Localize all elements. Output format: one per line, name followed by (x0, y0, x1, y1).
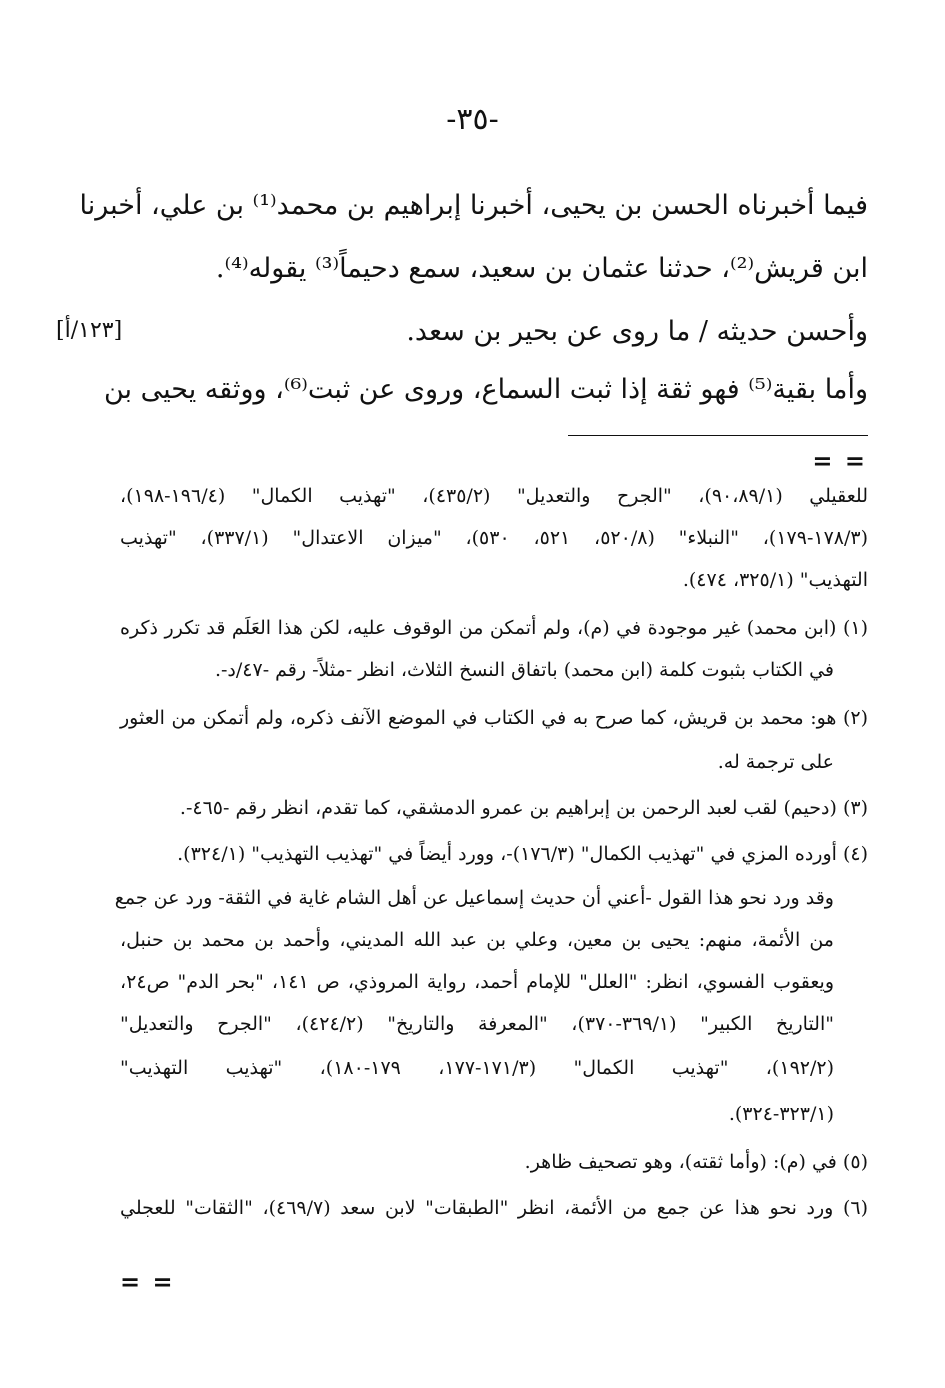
footnote-line: (٣) (دحيم) لقب لعبد الرحمن بن إبراهيم بن عمرو الدمشقي، كما تقدم، انظر رقم -٤٦٥-. (179, 797, 868, 819)
footnote-line: ويعقوب الفسوي، انظر: "العلل" للإمام أحمد، رواية المروذي، ص ١٤١، "بحر الدم" ص٢٤، (120, 971, 834, 993)
footnote-line: في الكتاب بثبوت كلمة (ابن محمد) باتفاق النسخ الثلاث، انظر -مثلاً- رقم -٤٧/د-. (214, 659, 834, 681)
footnote-separator-rule (568, 435, 868, 436)
footnote-line: (٦) ورد نحو هذا عن جمع من الأئمة، انظر "الطبقات" لابن سعد (٤٦٩/٧)، "الثقات" للعجلي (120, 1197, 869, 1219)
page-number: -٣٥- (446, 102, 499, 137)
footnote-line: (٤) أورده المزي في "تهذيب الكمال" (١٧٦/٣)-، وورد أيضاً في "تهذيب التهذيب" (٣٢٤/١). (177, 843, 868, 865)
footnote-line: (٥) في (م): (وأما ثقته)، وهو تصحيف ظاهر. (524, 1151, 868, 1173)
footnote-line: للعقيلي (٩٠،٨٩/١)، "الجرح والتعديل" (٤٣٥/٢)، "تهذيب الكمال" (١٩٦/٤-١٩٨)، (120, 485, 868, 507)
footnote-line: على ترجمة له. (717, 751, 834, 773)
main-text-line: وأما بقية⁽⁵⁾ فهو ثقة إذا ثبت السماع، وروى عن ثبت⁽⁶⁾، ووثقه يحيى بن (103, 374, 868, 405)
continuation-mark-top: = = (812, 446, 867, 475)
continuation-mark-bottom: = = (120, 1267, 175, 1296)
footnote-line: (١٧٨/٣-١٧٩)، "النبلاء" (٥٢٠/٨، ٥٢١، ٥٣٠)، "ميزان الاعتدال" (٣٣٧/١)، "تهذيب (120, 527, 869, 549)
footnote-line: "التاريخ الكبير" (٣٦٩/١-٣٧٠)، "المعرفة والتاريخ" (٤٢٤/٢)، "الجرح والتعديل" (120, 1013, 834, 1035)
footnote-line: التهذيب" (٣٢٥/١، ٤٧٤). (682, 569, 868, 591)
footnote-line: (٣٢٣/١-٣٢٤). (728, 1103, 834, 1125)
main-text-line: فيما أخبرناه الحسن بن يحيى، أخبرنا إبراهيم بن محمد⁽¹⁾ بن علي، أخبرنا (79, 190, 868, 221)
footnote-line: من الأئمة، منهم: يحيى بن معين، وعلي بن عبد الله المديني، وأحمد بن محمد بن حنبل، (120, 929, 834, 951)
main-text-line: وأحسن حديثه / ما روى عن بحير بن سعد. (406, 316, 868, 347)
footnote-line: (٢) هو: محمد بن قريش، كما صرح به في الكتاب في الموضع الآنف ذكره، ولم أتمكن من العثور (120, 707, 868, 729)
footnote-line: (١٩٢/٢)، "تهذيب الكمال" (١٧١/٣-١٧٧، ١٧٩-١٨٠)، "تهذيب التهذيب" (120, 1057, 835, 1079)
margin-folio-reference: [١٢٣/أ] (56, 318, 123, 343)
main-text-line: ابن قريش⁽²⁾، حدثنا عثمان بن سعيد، سمع دحيماً⁽³⁾ يقوله⁽⁴⁾. (215, 253, 868, 284)
footnote-line: (١) (ابن محمد) غير موجودة في (م)، ولم أتمكن من الوقوف عليه، لكن هذا العَلَم قد تكرر ذكره (120, 617, 868, 639)
footnote-line: وقد ورد نحو هذا القول -أعني أن حديث إسماعيل عن أهل الشام غاية في الثقة- ورد عن جمع (114, 887, 834, 909)
